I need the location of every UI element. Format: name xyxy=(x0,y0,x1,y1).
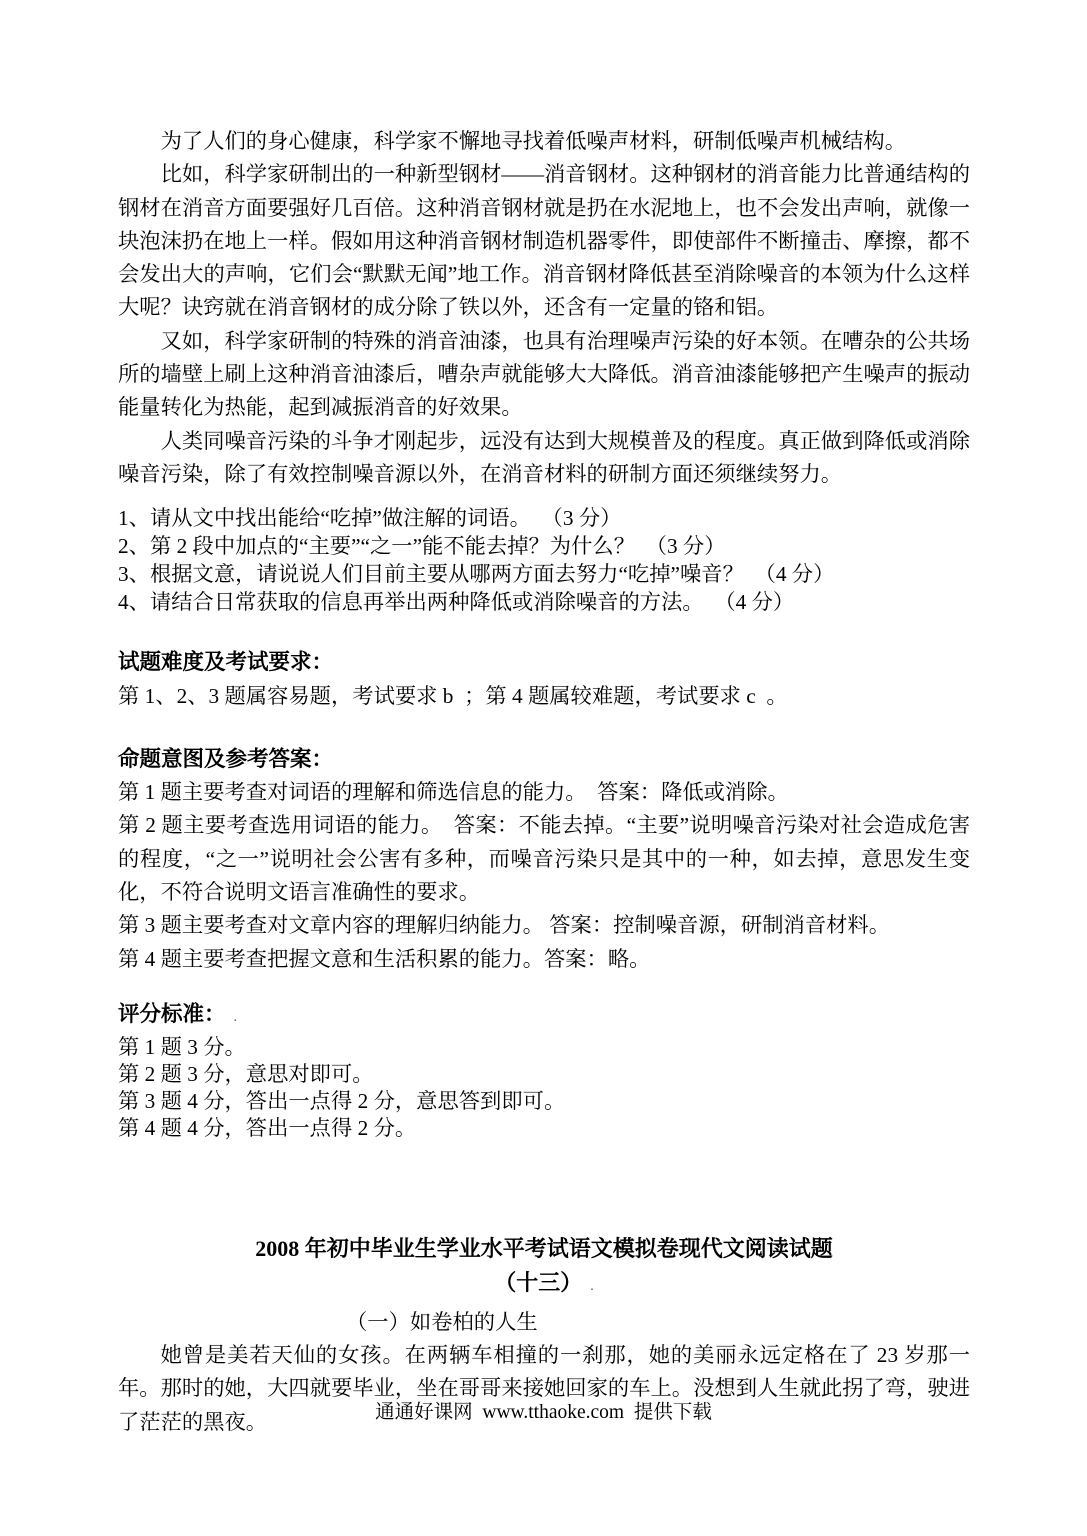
page-footer: 通通好课网 www.tthaoke.com 提供下载 xyxy=(375,1402,712,1423)
exam-volume-text: （十三） xyxy=(494,1269,583,1295)
questions-list xyxy=(118,504,970,616)
difficulty-section xyxy=(118,646,970,713)
scoring-item: 第 1 题 3 分。 xyxy=(118,1035,246,1060)
article-paragraph: 人类同噪音污染的斗争才刚起步，远没有达到大规模普及的程度。真正做到降低或消除噪音污染，除了有效控制噪音源以外，在消音材料的研制方面还须继续努力。 xyxy=(118,428,970,486)
answer-item: 第 4 题主要考查把握文意和生活积累的能力。答案：略。 xyxy=(118,946,651,971)
scoring-heading-text: 评分标准： xyxy=(118,1001,226,1026)
stray-dot: . xyxy=(590,1278,594,1294)
scoring-item: 第 2 题 3 分，意思对即可。 xyxy=(118,1062,374,1087)
article-body xyxy=(118,125,970,491)
answer-item: 第 1 题主要考查对词语的理解和筛选信息的能力。 答案：降低或消除。 xyxy=(118,780,789,805)
article-paragraph: 为了人们的身心健康，科学家不懈地寻找着低噪声材料，研制低噪声机械结构。 xyxy=(160,129,906,153)
answers-heading: 命题意图及参考答案： xyxy=(118,746,334,771)
difficulty-heading: 试题难度及考试要求： xyxy=(118,650,334,675)
difficulty-line: 第 1、2、3 题属容易题，考试要求 b ；第 4 题属较难题，考试要求 c 。 xyxy=(118,683,788,708)
scoring-item: 第 4 题 4 分，答出一点得 2 分。 xyxy=(118,1116,417,1141)
answer-item: 第 3 题主要考查对文章内容的理解归纳能力。 答案：控制噪音源，研制消音材料。 xyxy=(118,913,891,938)
question-item: 2、第 2 段中加点的“主要”“之一”能不能去掉？为什么？ （3 分） xyxy=(118,534,726,559)
exam-title: 2008 年初中毕业生学业水平考试语文模拟卷现代文阅读试题 xyxy=(255,1236,833,1262)
question-item: 3、根据文意，请说说人们目前主要从哪两方面去努力“吃掉”噪音？ （4 分） xyxy=(118,562,835,587)
scoring-heading xyxy=(118,998,970,1034)
scoring-section xyxy=(118,998,970,1142)
story-paragraph: 她曾是美若天仙的女孩。在两辆车相撞的一刹那，她的美丽永远定格在了 23 岁那一年。那时的她，大四就要毕业，坐在哥哥来接她回家的车上。没想到人生就此拐了弯，驶进了茫茫的黑夜。 xyxy=(118,1343,970,1434)
question-item: 1、请从文中找出能给“吃掉”做注解的词语。 （3 分） xyxy=(118,506,622,531)
answers-section xyxy=(118,743,970,976)
scoring-item: 第 3 题 4 分，答出一点得 2 分，意思答到即可。 xyxy=(118,1089,566,1114)
article-paragraph: 比如，科学家研制出的一种新型钢材——消音钢材。这种钢材的消音能力比普通结构的钢材在消音方面要强好几百倍。这种消音钢材就是扔在水泥地上，也不会发出声响，就像一块泡沫扔在地上一样。假如用这种消音钢材制造机器零件，即使部件不断撞击、摩擦，都不会发出大的声响，它们会“默默无闻”地工作。消音钢材降低甚至消除噪音的本领为什么这样大呢？诀窍就在消音钢材的成分除了铁以外，还含有一定量的铬和铝。 xyxy=(118,162,970,320)
answer-item: 第 2 题主要考查选用词语的能力。 答案：不能去掉。“主要”说明噪音污染对社会造成危害的程度，“之一”说明社会公害有多种，而噪音污染只是其中的一种，如去掉，意思发生变化，不符合说明文语言准确性的要求。 xyxy=(118,813,970,905)
stray-dot: . xyxy=(233,1009,238,1025)
article-paragraph: 又如，科学家研制的特殊的消音油漆，也具有治理噪声污染的好本领。在嘈杂的公共场所的墙壁上刷上这种消音油漆后，嘈杂声就能够大大降低。消音油漆能够把产生噪声的振动能量转化为热能，起到减振消音的好效果。 xyxy=(118,328,970,420)
reading-part-title: （一）如卷柏的人生 xyxy=(346,1309,538,1334)
exam-volume xyxy=(118,1266,970,1303)
question-item: 4、请结合日常获取的信息再举出两种降低或消除噪音的方法。 （4 分） xyxy=(118,590,795,615)
